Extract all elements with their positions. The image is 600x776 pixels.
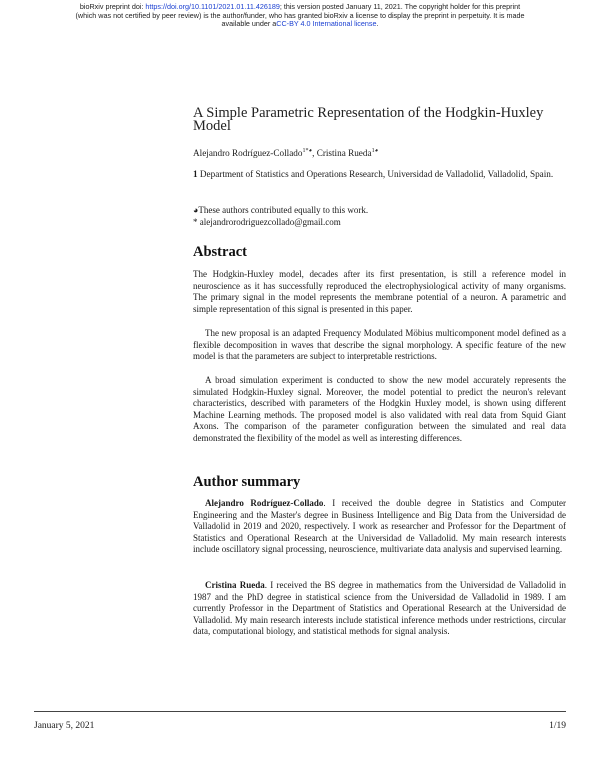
footer-date: January 5, 2021	[34, 721, 95, 731]
doi-link[interactable]: https://doi.org/10.1101/2021.01.11.426189	[145, 2, 280, 11]
author-name: Alejandro Rodríguez-Collado	[193, 148, 303, 159]
author-notes	[193, 205, 563, 228]
footer-rule	[34, 711, 566, 712]
bio-text: . I received the double degree in Statistics and Computer Engineering and the Master's degree in Business Intelligence and Big Data from the Universidad de Valladolid in 2019 and 2020, respectively. I work as researcher and Professor for the Department of Statistics and Operational Research at the Universidad de Valladolid. My main research interests include oscillatory signal processing, neuroscience, multivariate data analysis and supervised learning.	[193, 498, 566, 555]
abstract-heading: Abstract	[193, 244, 247, 260]
header-text: .	[376, 19, 379, 29]
author-affiliation-mark: 1◕	[371, 148, 379, 154]
paper-title: A Simple Parametric Representation of the Hodgkin-Huxley Model	[193, 105, 544, 134]
bio-author-name: Alejandro Rodríguez-Collado	[205, 498, 324, 508]
page-number: 1/19	[549, 721, 566, 731]
author-affiliation-mark: 1*◕	[302, 148, 313, 154]
author-bio-paragraph	[193, 498, 566, 556]
abstract-paragraph: A broad simulation experiment is conducted to show the new model accurately represents the simulated Hodgkin-Huxley signal. Moreover, the model potential to predict the neuron's relevant characteristics, described with parameters of the Hodgkin Huxley model, is shown using different Machine Learning methods. The proposed model is also validated with real data from Squid Giant Axons. The comparison of the parameter configuration between the simulated and real data demonstrated the flexibility of the model as well as interesting differences.	[193, 375, 566, 443]
bio-author-name: Cristina Rueda	[205, 580, 265, 590]
biorxiv-header	[0, 3, 600, 29]
author-bio-paragraph	[193, 580, 566, 638]
author-list	[193, 146, 378, 159]
header-line-2: (which was not certified by peer review) is the author/funder, who has granted bioRxiv a license to display the preprint in perpetuity. It is made	[75, 10, 525, 20]
affiliation-number: 1	[193, 169, 198, 179]
corresponding-email: * alejandrorodriguezcollado@gmail.com	[193, 216, 341, 227]
abstract-paragraph: The Hodgkin-Huxley model, decades after its first presentation, is still a reference model in neuroscience as it has successfully reproduced the electrophysiological activity of many organisms. The primary signal in the model represents the membrane potential of a neuron. A parametric and simple representation of this signal is presented in this paper.	[193, 269, 566, 314]
equal-contribution-note: ◕These authors contributed equally to this work.	[193, 205, 369, 215]
author-name: Cristina Rueda	[316, 148, 372, 159]
author-summary-heading: Author summary	[193, 474, 301, 490]
header-line-3	[0, 20, 600, 29]
author-separator: ,	[312, 148, 317, 159]
header-text: available under a	[221, 19, 277, 29]
affiliation-text: Department of Statistics and Operations Research, Universidad de Valladolid, Valladolid, Spain.	[197, 169, 554, 179]
license-link[interactable]: CC-BY 4.0 International license	[276, 19, 377, 29]
bio-text: . I received the BS degree in mathematics from the Universidad de Valladolid in 1987 and the PhD degree in statistical science from the Universidad de Valladolid in 1989. I am currently Professor in the Department of Statistics and Operational Research at the Universidad de Valladolid. My main research interests include statistical inference methods under restrictions, circular data, computational biology, and statistical methods for signal analysis.	[193, 580, 566, 637]
header-text: bioRxiv preprint doi:	[79, 2, 146, 11]
affiliation	[193, 168, 563, 181]
header-text: ; this version posted January 11, 2021. The copyright holder for this preprint	[279, 2, 521, 11]
abstract-paragraph: The new proposal is an adapted Frequency Modulated Möbius multicomponent model defined as a flexible decomposition in waves that describe the signal morphology. A specific feature of the new model is that the parameters are subject to interpretable restrictions.	[193, 328, 566, 362]
